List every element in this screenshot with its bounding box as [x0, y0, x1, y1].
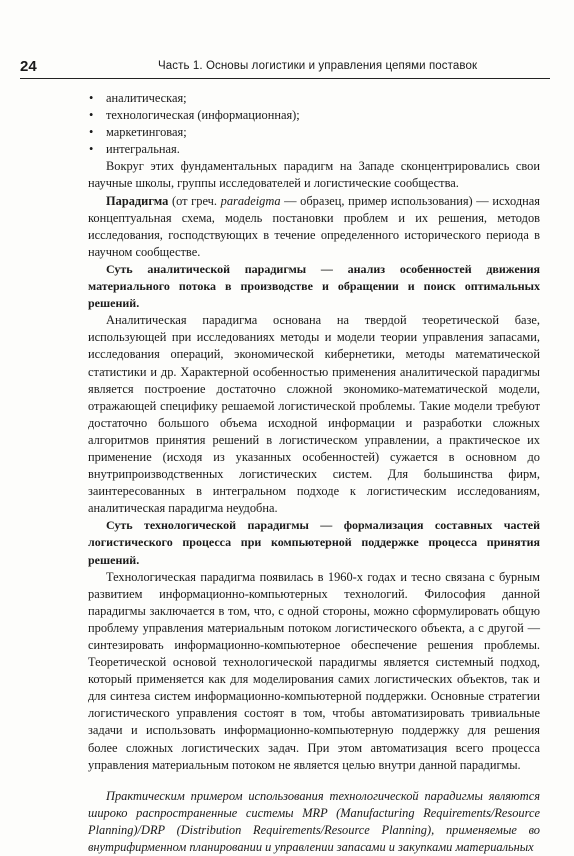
definition-pre: (от греч. — [168, 193, 221, 208]
paragraph-technological: Технологическая парадигма появилась в 1960-х годах и тесно связана с бурным развитием информационно-компьютерных технологий. Философия данной парадигмы заключается в том, что, с одной стороны, можно сформулировать общую проблему управления материальным потоком логистического объекта, а с другой — синтезировать информационно-компьютерное обеспечение решения проблемы. Теоретической основой технологической парадигмы является системный подход, который применяется как для моделирования самих логистических объектов, так и для синтеза систем информационно-компьютерной поддержки. Основные стратегии логистического управления состоят в том, чтобы автоматизировать тривиальные задачи и использовать информационно-компьютерную поддержку для решения более сложных логистических задач. При этом автоматизация всего процесса управления материальным потоком не является целью внутри данной парадигмы. — [88, 569, 540, 772]
list-item: • маркетинговая; — [88, 124, 540, 141]
paragraph-example: Практическим примером использования технологической парадигмы являются широко распространенные системы MRP (Manufacturing Requirements/Resource Planning)/DRP (Distribution Requirements/Resource Planning), применяемые во внутрифирменном планировании и управлении запасами и закупками материальных — [88, 788, 540, 855]
list-item: • аналитическая; — [88, 90, 540, 107]
list-item: • интегральная. — [88, 141, 540, 158]
body-text — [88, 90, 540, 856]
list-item: • технологическая (информационная); — [88, 107, 540, 124]
paragraph-analytic: Аналитическая парадигма основана на твердой теоретической базе, использующей при исследованиях методы и модели теории управления запасами, исследования операций, экономической кибернетики, методы математической статистики и др. Характерной особенностью применения аналитической парадигмы является построение достаточно сложной экономико-математической модели, отражающей специфику решаемой логистической проблемы. Такие модели требуют достаточно большого объема исходной информации и разработки сложных алгоритмов принятия решений в логистическом управлении, а практическое их применение (исходя из указанных особенностей) сужается в основном до внутрипроизводственных логистических систем. Для большинства фирм, заинтересованных в интегральном подходе к логистическим исследованиям, аналитическая парадигма неудобна. — [88, 313, 540, 516]
definition-text: — образец, пример использования) — исходная концептуальная схема, модель постановки проблем и их решения, методов исследования, господствующих в течение определенного исторического периода в научном сообществе. — [88, 193, 540, 259]
paragraph-schools: Вокруг этих фундаментальных парадигм на Западе сконцентрировались свои научные школы, группы исследователей и логистические сообщества. — [88, 159, 540, 191]
definition-etymology: paradeigma — [220, 193, 281, 208]
definition-term: Парадигма — [106, 193, 169, 208]
page-number: 24 — [20, 58, 37, 75]
running-head: Часть 1. Основы логистики и управления цепями поставок — [158, 60, 478, 72]
page-header — [20, 58, 550, 79]
paragraph-definition — [88, 193, 540, 261]
heading-analytic: Суть аналитической парадигмы — анализ особенностей движения материального потока в производстве и обращении и поиск оптимальных решений. — [88, 261, 540, 311]
paradigm-list — [88, 90, 540, 158]
heading-technological: Суть технологической парадигмы — формализация составных частей логистического процесса при компьютерной поддержке процесса принятия решений. — [88, 518, 540, 567]
